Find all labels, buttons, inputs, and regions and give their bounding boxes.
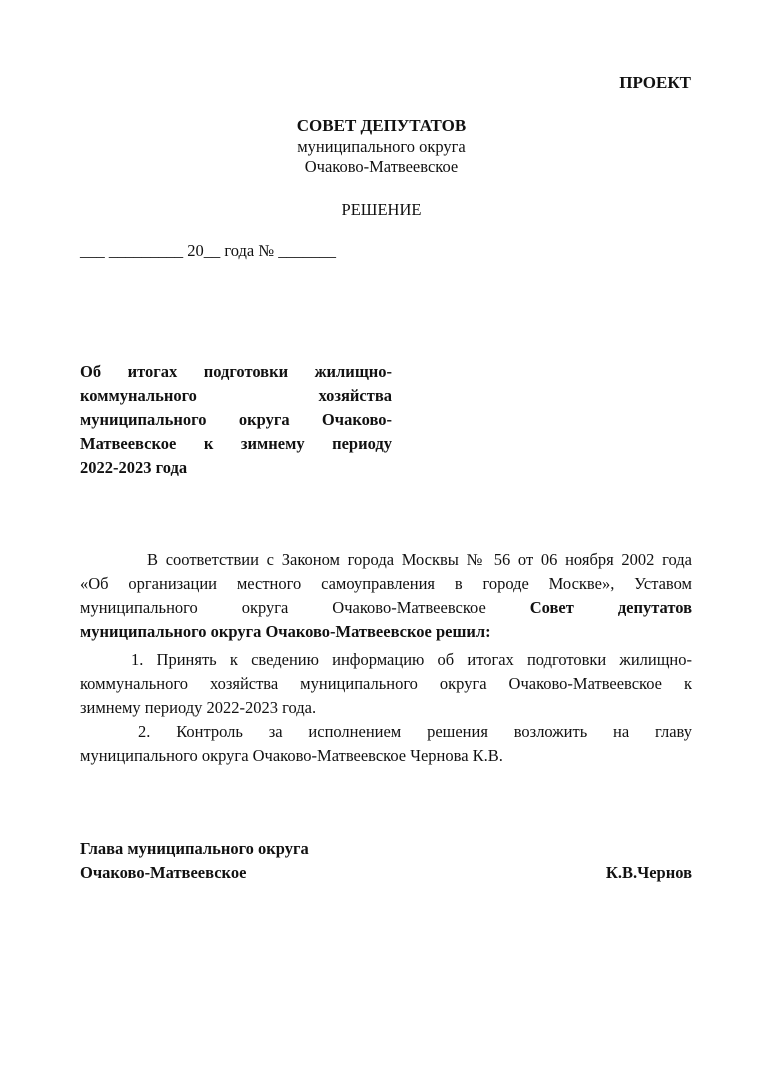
body-text-normal: муниципального округа Очаково-Матвеевское [80,598,486,617]
council-subtitle-2: Очаково-Матвеевское [304,157,459,176]
subject-line: Матвеевское к зимнему периоду [80,434,392,453]
signature-title-line-1: Глава муниципального округа [80,839,309,858]
project-label: ПРОЕКТ [619,73,691,92]
signatory-name: К.В.Чернов [605,863,692,882]
item-1-line: коммунального хозяйства муниципального округа Очаково-Матвеевское к [80,674,692,693]
body-line: В соответствии с Законом города Москвы № 56 от 06 ноября 2002 года [147,550,692,569]
council-subtitle-1: муниципального округа [297,137,466,156]
item-1-line: зимнему периоду 2022-2023 года. [80,698,317,717]
item-2-line: 2. Контроль за исполнением решения возложить на главу [138,722,692,741]
council-title: СОВЕТ ДЕПУТАТОВ [296,116,467,135]
subject-line: 2022-2023 года [80,458,188,477]
body-line: «Об организации местного самоуправления в городе Москве», Уставом [80,574,692,593]
document-type: РЕШЕНИЕ [341,200,422,219]
signature-title-line-2: Очаково-Матвеевское [80,863,247,882]
subject-line: Об итогах подготовки жилищно- [80,362,392,381]
body-line-mixed [80,597,692,619]
item-2-line: муниципального округа Очаково-Матвеевское Чернова К.В. [80,746,503,765]
body-line: муниципального округа Очаково-Матвеевское решил: [80,622,491,641]
subject-line: муниципального округа Очаково- [80,410,392,429]
item-1-line: 1. Принять к сведению информацию об итогах подготовки жилищно- [131,650,692,669]
subject-line: коммунального хозяйства [80,386,392,405]
date-number-line: ___ _________ 20__ года № _______ [80,241,336,260]
council-name-bold: Совет депутатов [529,598,693,617]
